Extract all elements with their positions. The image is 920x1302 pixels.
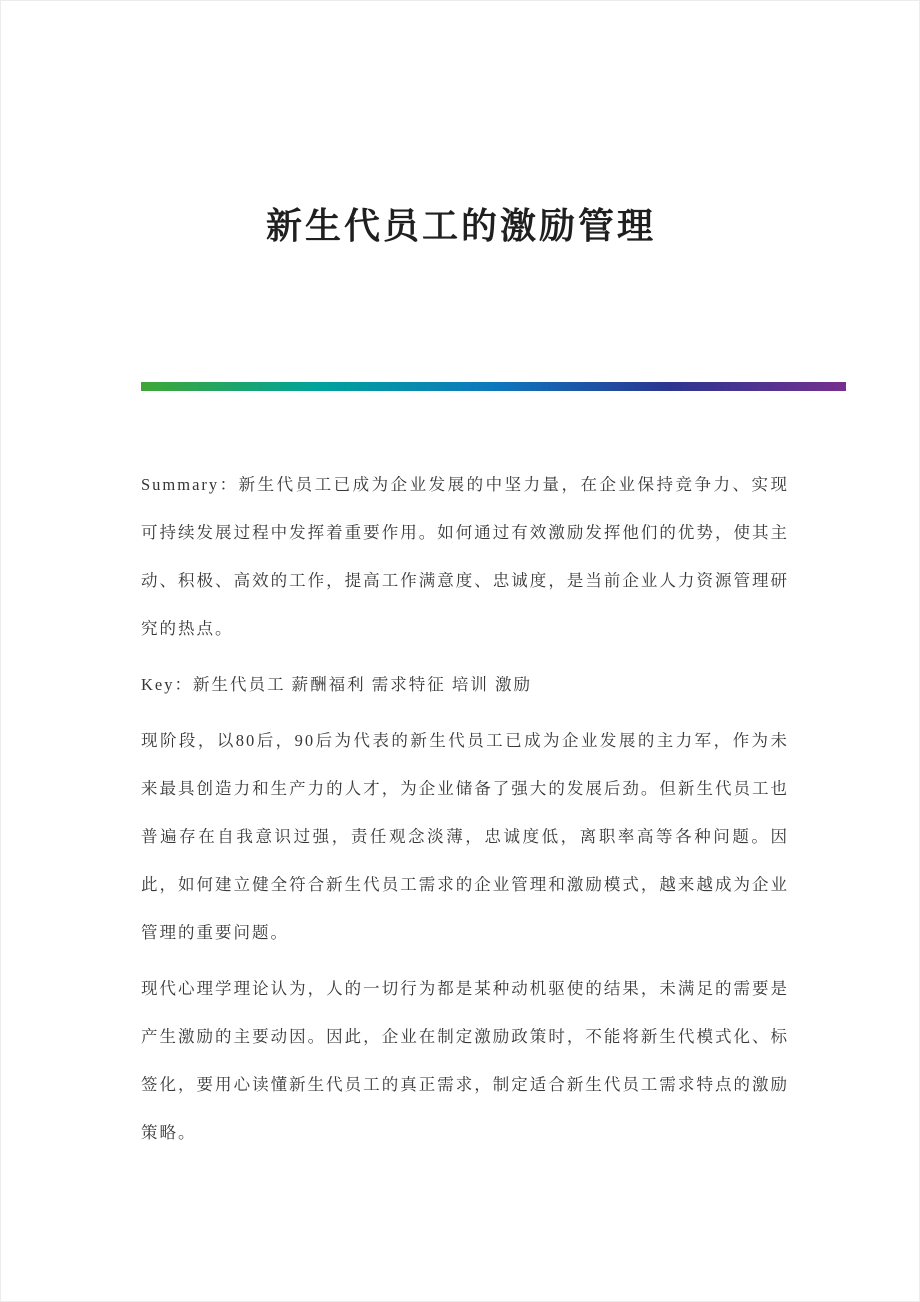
- paragraph-body-1: 现阶段，以80后，90后为代表的新生代员工已成为企业发展的主力军，作为未来最具创造力和生产力的人才，为企业储备了强大的发展后劲。但新生代员工也普遍存在自我意识过强，责任观念淡薄，忠诚度低，离职率高等各种问题。因此，如何建立健全符合新生代员工需求的企业管理和激励模式，越来越成为企业管理的重要问题。: [141, 731, 789, 943]
- paragraph-keywords: Key：新生代员工 薪酬福利 需求特征 培训 激励: [141, 675, 532, 695]
- document-body: [141, 461, 789, 1157]
- document-title: 新生代员工的激励管理: [265, 206, 656, 246]
- gradient-divider: [141, 382, 846, 391]
- paragraph-summary: Summary：新生代员工已成为企业发展的中坚力量，在企业保持竞争力、实现可持续发展过程中发挥着重要作用。如何通过有效激励发挥他们的优势，使其主动、积极、高效的工作，提高工作满意度、忠诚度，是当前企业人力资源管理研究的热点。: [141, 475, 789, 639]
- paragraph-body-2: 现代心理学理论认为，人的一切行为都是某种动机驱使的结果，未满足的需要是产生激励的主要动因。因此，企业在制定激励政策时，不能将新生代模式化、标签化，要用心读懂新生代员工的真正需求，制定适合新生代员工需求特点的激励策略。: [141, 979, 789, 1143]
